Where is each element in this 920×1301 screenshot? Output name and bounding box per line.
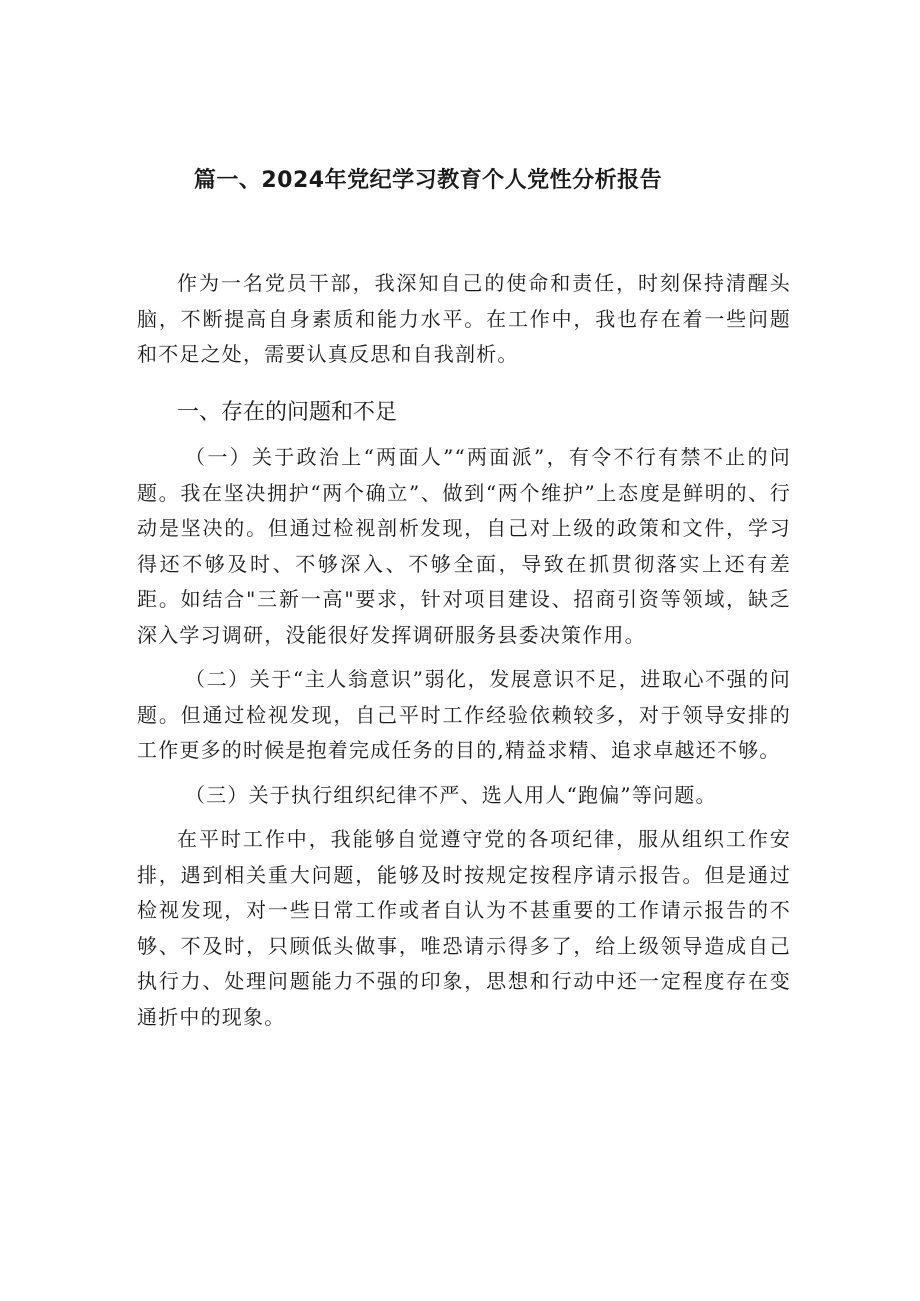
section-heading: 一、存在的问题和不足 bbox=[177, 400, 398, 425]
paragraph-item-2: （二）关于“主人翁意识”弱化，发展意识不足，进取心不强的问题。但通过检视发现，自己平时工作经验依赖较多，对于领导安排的工作更多的时候是抱着完成任务的目的,精益求精、追求卓越还不够。 bbox=[137, 667, 791, 762]
paragraph-item-4: 在平时工作中，我能够自觉遵守党的各项纪律，服从组织工作安排，遇到相关重大问题，能够及时按规定按程序请示报告。但是通过检视发现，对一些日常工作或者自认为不甚重要的工作请示报告的不够、不及时，只顾低头做事，唯恐请示得多了，给上级领导造成自己执行力、处理问题能力不强的印象，思想和行动中还一定程度存在变通折中的现象。 bbox=[137, 827, 791, 1029]
paragraph-item-3: （三）关于执行组织纪律不严、选人用人“跑偏”等问题。 bbox=[185, 782, 717, 807]
paragraph-item-1: （一）关于政治上“两面人”“两面派”，有令不行有禁不止的问题。我在坚决拥护“两个确立”、做到“两个维护”上态度是鲜明的、行动是坚决的。但通过检视剖析发现，自己对上级的政策和文件，学习得还不够及时、不够深入、不够全面，导致在抓贯彻落实上还有差距。如结合"三新一高"要求，针对项目建设、招商引资等领域，缺乏深入学习调研，没能很好发挥调研服务县委决策作用。 bbox=[137, 445, 791, 647]
intro-paragraph: 作为一名党员干部，我深知自己的使命和责任，时刻保持清醒头脑，不断提高自身素质和能力水平。在工作中，我也存在着一些问题和不足之处，需要认真反思和自我剖析。 bbox=[137, 271, 791, 366]
section-body bbox=[137, 440, 791, 1035]
document-title: 篇一、2024年党纪学习教育个人党性分析报告 bbox=[193, 168, 663, 193]
intro-block bbox=[137, 266, 791, 373]
